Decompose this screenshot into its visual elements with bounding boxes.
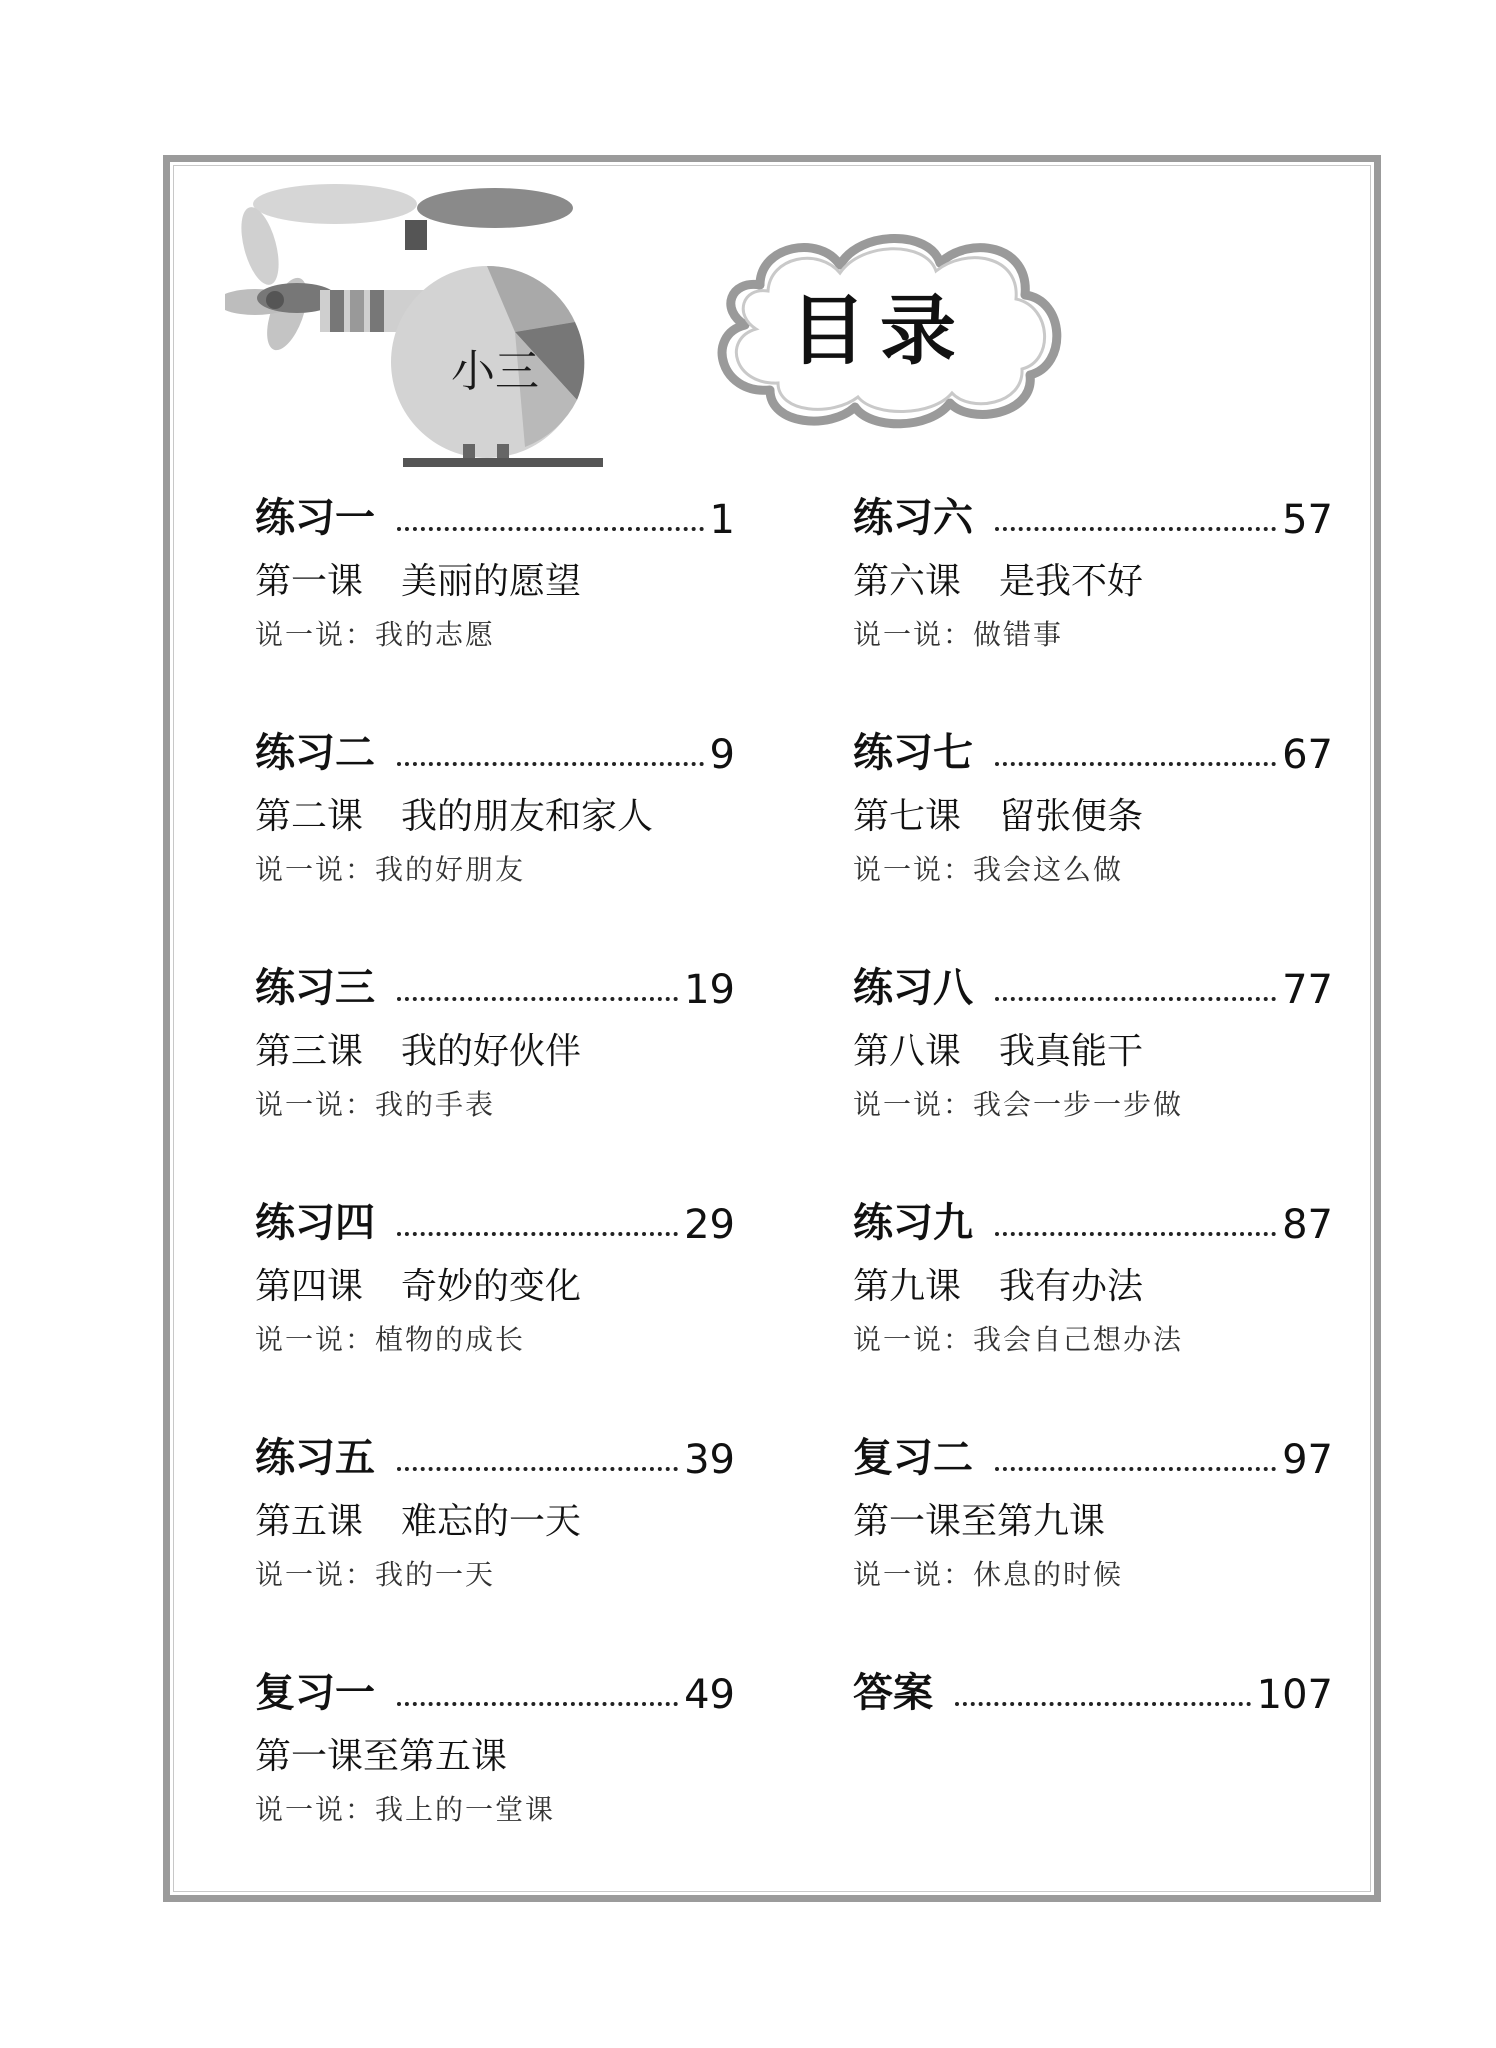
toc-entry[interactable] — [853, 1190, 1333, 1425]
exercise-title: 练习四 — [255, 1200, 375, 1246]
lesson-number: 第九课 — [853, 1266, 962, 1307]
review-title: 复习一 — [255, 1670, 375, 1716]
speaking-topic: 说一说：做错事 — [853, 618, 1064, 651]
page-number: 1 — [709, 497, 735, 543]
exercise-title: 练习五 — [255, 1435, 375, 1481]
speaking-topic: 说一说：休息的时候 — [853, 1558, 1124, 1591]
speaking-topic: 说一说：我会这么做 — [853, 853, 1124, 886]
dot-leader — [995, 997, 1276, 1001]
speaking-topic: 说一说：我的手表 — [255, 1088, 496, 1121]
lesson-name: 留张便条 — [999, 796, 1144, 837]
dot-leader — [397, 1232, 678, 1236]
page-number: 77 — [1282, 967, 1333, 1013]
lesson-name: 美丽的愿望 — [401, 561, 582, 602]
exercise-title: 练习七 — [853, 730, 973, 776]
speaking-topic: 说一说：我会自己想办法 — [853, 1323, 1184, 1356]
speaking-topic: 说一说：我上的一堂课 — [255, 1793, 556, 1826]
dot-leader — [995, 1232, 1276, 1236]
toc-entry[interactable] — [853, 1660, 1333, 1895]
lesson-number: 第六课 — [853, 561, 962, 602]
review-title: 复习二 — [853, 1435, 973, 1481]
lesson-number: 第三课 — [255, 1031, 364, 1072]
exercise-title: 练习九 — [853, 1200, 973, 1246]
lesson-range: 第一课至第五课 — [255, 1736, 508, 1777]
toc-entry[interactable] — [255, 1660, 735, 1895]
speaking-topic: 说一说：我的好朋友 — [255, 853, 526, 886]
page-number: 97 — [1282, 1437, 1333, 1483]
helicopter-illustration — [225, 182, 625, 467]
page-number: 67 — [1282, 732, 1333, 778]
page-number: 19 — [684, 967, 735, 1013]
page-number: 39 — [684, 1437, 735, 1483]
toc-entry[interactable] — [255, 1425, 735, 1660]
page-number: 107 — [1256, 1672, 1333, 1718]
page-number: 49 — [684, 1672, 735, 1718]
page-number: 9 — [709, 732, 735, 778]
dot-leader — [995, 527, 1276, 531]
speaking-topic: 说一说：我的志愿 — [255, 618, 496, 651]
lesson-number: 第七课 — [853, 796, 962, 837]
exercise-title: 练习一 — [255, 495, 375, 541]
lesson-name: 我有办法 — [999, 1266, 1144, 1307]
lesson-number: 第八课 — [853, 1031, 962, 1072]
dot-leader — [397, 527, 704, 531]
toc-entry[interactable] — [255, 720, 735, 955]
toc-entry[interactable] — [255, 1190, 735, 1425]
exercise-title: 练习三 — [255, 965, 375, 1011]
dot-leader — [995, 1467, 1276, 1471]
toc-entry[interactable] — [853, 1425, 1333, 1660]
lesson-number: 第二课 — [255, 796, 364, 837]
lesson-name: 我真能干 — [999, 1031, 1144, 1072]
lesson-number: 第五课 — [255, 1501, 364, 1542]
page-title: 目录 — [790, 286, 970, 375]
toc-entry[interactable] — [853, 720, 1333, 955]
dot-leader — [397, 762, 704, 766]
grade-badge: 小三 — [451, 346, 539, 397]
lesson-range: 第一课至第九课 — [853, 1501, 1106, 1542]
page-number: 87 — [1282, 1202, 1333, 1248]
toc-entry[interactable] — [853, 955, 1333, 1190]
toc-left-column — [255, 485, 735, 1895]
speaking-topic: 说一说：我会一步一步做 — [853, 1088, 1184, 1121]
toc-right-column — [853, 485, 1333, 1895]
dot-leader — [397, 1702, 678, 1706]
lesson-name: 我的好伙伴 — [401, 1031, 582, 1072]
page-number: 29 — [684, 1202, 735, 1248]
lesson-number: 第四课 — [255, 1266, 364, 1307]
lesson-name: 难忘的一天 — [401, 1501, 582, 1542]
exercise-title: 练习八 — [853, 965, 973, 1011]
answers-title: 答案 — [853, 1670, 933, 1716]
toc-entry[interactable] — [255, 955, 735, 1190]
dot-leader — [955, 1702, 1251, 1706]
dot-leader — [397, 997, 678, 1001]
speaking-topic: 说一说：我的一天 — [255, 1558, 496, 1591]
exercise-title: 练习二 — [255, 730, 375, 776]
dot-leader — [995, 762, 1276, 766]
toc-entry[interactable] — [853, 485, 1333, 720]
lesson-name: 我的朋友和家人 — [401, 796, 654, 837]
dot-leader — [397, 1467, 678, 1471]
speaking-topic: 说一说：植物的成长 — [255, 1323, 526, 1356]
lesson-number: 第一课 — [255, 561, 364, 602]
lesson-name: 奇妙的变化 — [401, 1266, 582, 1307]
exercise-title: 练习六 — [853, 495, 973, 541]
page-number: 57 — [1282, 497, 1333, 543]
lesson-name: 是我不好 — [999, 561, 1144, 602]
toc-entry[interactable] — [255, 485, 735, 720]
